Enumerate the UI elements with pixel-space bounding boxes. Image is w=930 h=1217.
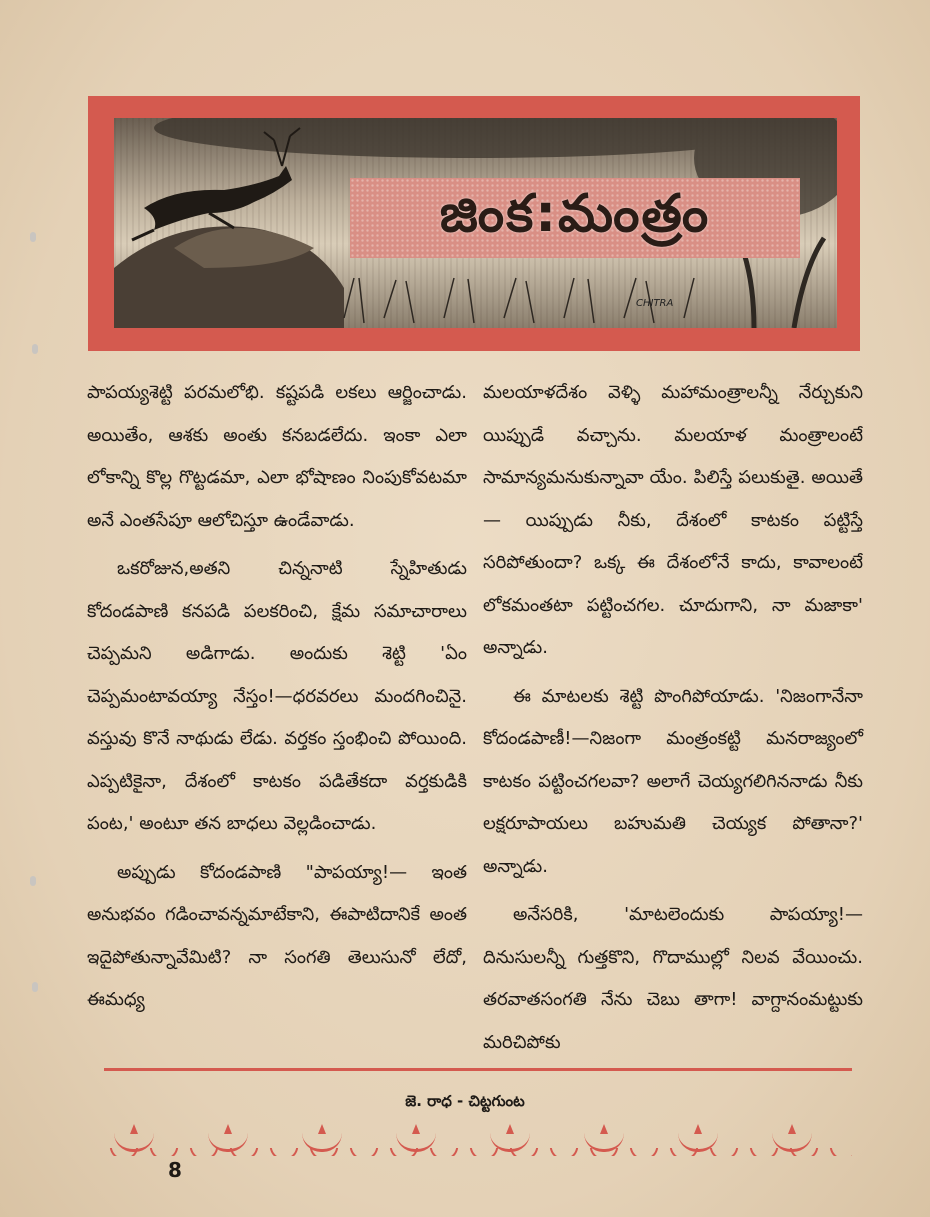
right-column: [483, 372, 863, 1064]
paragraph: అప్పుడు కోదండపాణి "పాపయ్యా!— ఇంత అనుభవం గడించావన్నమాటేకాని, ఈపాటిదానికే అంత ఇదైపోతున్నావేమిటి? నా సంగతి తెలుసునో లేదో, ఈమధ్య: [87, 861, 467, 1010]
left-column: [87, 372, 467, 1022]
paragraph: పాపయ్యశెట్టి పరమలోభి. కష్టపడి లకలు ఆర్జించాడు. అయితేం, ఆశకు అంతు కనబడలేదు. ఇంకా ఎలా లోకాన్ని కొల్ల గొట్టడమా, ఎలా భోషాణం నింపుకోవటమా అనే ఎంతసేపూ ఆలోచిస్తూ ఉండేవాడు.: [87, 382, 467, 531]
flame-icon: [506, 1124, 514, 1134]
artist-signature: CHITRA: [636, 298, 674, 309]
flame-icon: [694, 1124, 702, 1134]
flame-icon: [224, 1124, 232, 1134]
paragraph: అనేసరికి, 'మాటలెందుకు పాపయ్యా!— దినుసులన్నీ గుత్తకొని, గొదాముల్లో నిలవ వేయించు. తరవాతసంగతి నేను చెబు తాగా! వాగ్దానంమట్టుకు మరిచిపోకు: [483, 904, 863, 1053]
flame-icon: [318, 1124, 326, 1134]
rock-formation: [114, 226, 344, 328]
banner-illustration: [114, 118, 837, 328]
lamp-border-decoration: [104, 1118, 852, 1156]
paragraph: మలయాళదేశం వెళ్ళి మహామంత్రాలన్నీ నేర్చుకుని యిప్పుడే వచ్చాను. మలయాళ మంత్రాలంటే సామాన్యమనుకున్నావా యేం. పిలిస్తే పలుకుతై. అయితే— యిప్పుడు నీకు, దేశంలో కాటకం పట్టిస్తే సరిపోతుందా? ఒక్క ఈ దేశంలోనే కాదు, కావాలంటే లోకమంతటా పట్టించగల. చూదుగాని, నా మజాకా' అన్నాడు.: [483, 382, 863, 658]
flame-icon: [130, 1124, 138, 1134]
flame-icon: [788, 1124, 796, 1134]
title-plate: [350, 178, 800, 258]
paragraph: ఈ మాటలకు శెట్టి పొంగిపోయాడు. 'నిజంగానేనా కోదండపాణీ!—నిజంగా మంత్రంకట్టి మనరాజ్యంలో కాటకం పట్టించగలవా? అలాగే చెయ్యగలిగిననాడు నీకు లక్షరూపాయలు బహుమతి చెయ్యక పోతానా?' అన్నాడు.: [483, 685, 863, 877]
divider-rule: [104, 1068, 852, 1071]
flame-icon: [600, 1124, 608, 1134]
title-banner: [88, 96, 860, 351]
flame-icon: [412, 1124, 420, 1134]
byline: జె. రాధ - చిట్టగుంట: [405, 1092, 525, 1110]
story-title: జింక:మంత్రం: [439, 184, 711, 244]
page-number: 8: [168, 1158, 182, 1182]
paragraph: ఒకరోజున,అతని చిన్ననాటి స్నేహితుడు కోదండపాణి కనపడి పలకరించి, క్షేమ సమాచారాలు చెప్పమని అడిగాడు. అందుకు శెట్టి 'ఏం చెప్పమంటావయ్యా నేస్తం!—ధరవరలు మందగించినై. వస్తువు కొనే నాథుడు లేడు. వర్తకం స్తంభించి పోయింది. ఎప్పటికైనా, దేశంలో కాటకం పడితేకదా వర్తకుడికి పంట,' అంటూ తన బాధలు వెల్లడించాడు.: [87, 558, 467, 834]
story-body: [87, 372, 867, 1062]
